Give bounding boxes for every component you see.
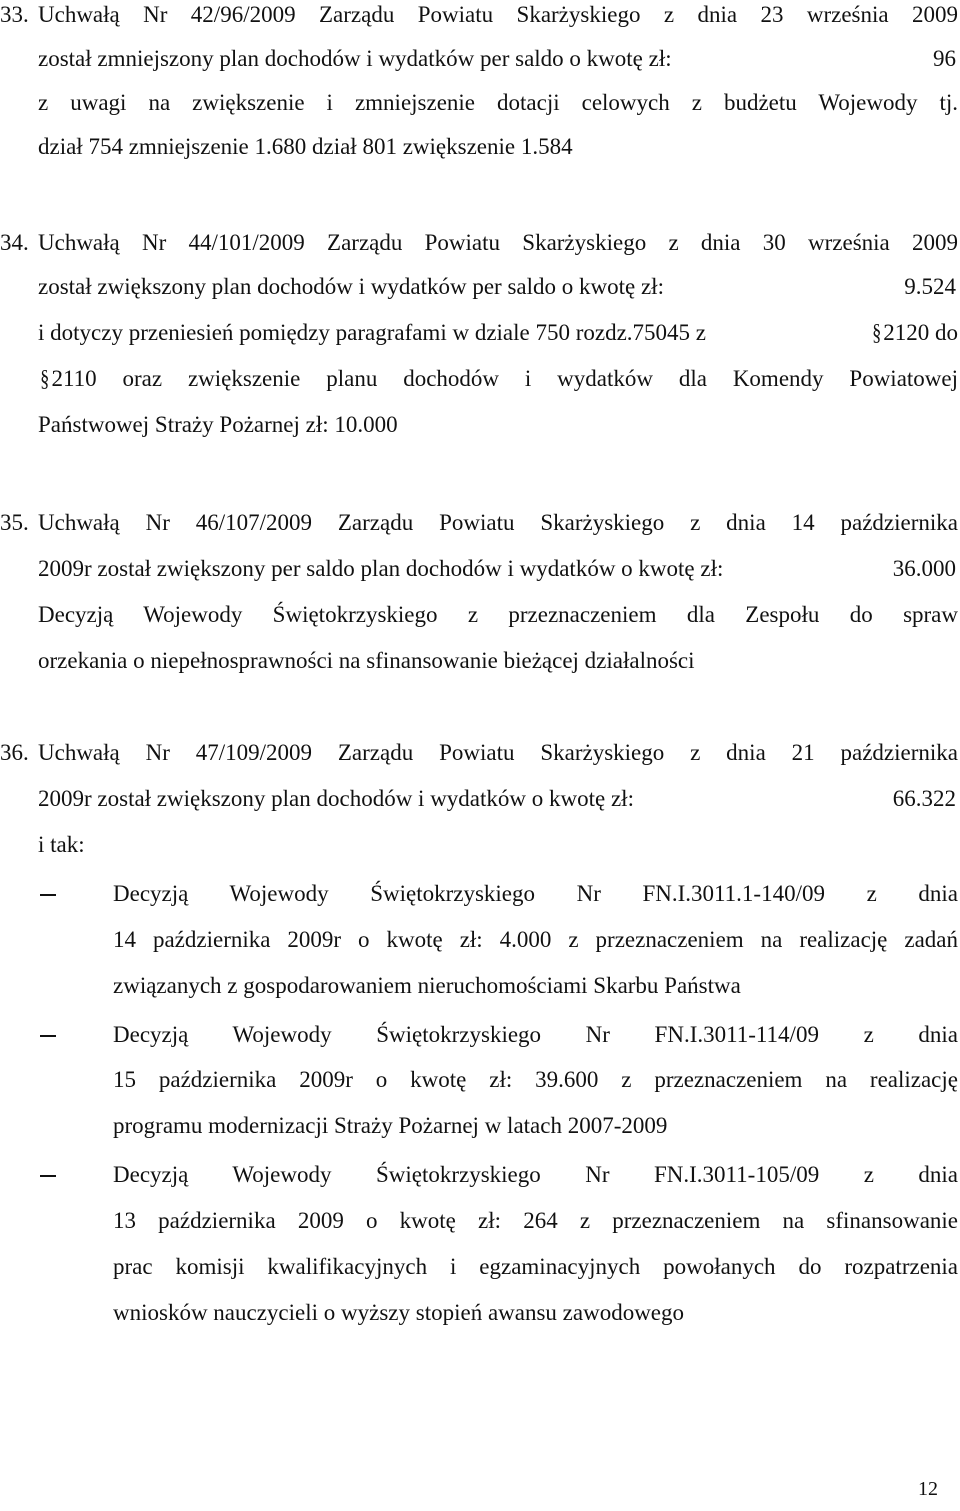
item-34-line-3-tail: [870, 318, 958, 348]
item-34-amount: 9.524: [904, 274, 956, 299]
bullet-1-line-1: Decyzją Wojewody Świętokrzyskiego Nr FN.I.3011.1-140/09 z dnia: [113, 881, 958, 906]
item-36-number: 36.: [0, 740, 29, 765]
item-35-line-1: Uchwałą Nr 46/107/2009 Zarządu Powiatu Skarżyskiego z dnia 14 października: [38, 510, 958, 535]
item-35-amount: 36.000: [892, 556, 956, 581]
item-36-amount: 66.322: [892, 786, 956, 811]
bullet-1-line-3: związanych z gospodarowaniem nieruchomościami Skarbu Państwa: [113, 973, 741, 998]
item-34-line-1: Uchwałą Nr 44/101/2009 Zarządu Powiatu Skarżyskiego z dnia 30 września 2009: [38, 230, 958, 255]
item-33-line-1: Uchwałą Nr 42/96/2009 Zarządu Powiatu Skarżyskiego z dnia 23 września 2009: [38, 2, 958, 27]
item-34-line-2: został zwiększony plan dochodów i wydatków per saldo o kwotę zł:: [38, 274, 664, 299]
item-36-line-1: Uchwałą Nr 47/109/2009 Zarządu Powiatu Skarżyskiego z dnia 21 października: [38, 740, 958, 765]
bullet-3-line-3: prac komisji kwalifikacyjnych i egzaminacyjnych powołanych do rozpatrzenia: [113, 1254, 958, 1279]
section-sign: §: [40, 366, 50, 391]
item-34-line-5: Państwowej Straży Pożarnej zł: 10.000: [38, 412, 398, 437]
bullet-3-line-4: wniosków nauczycieli o wyższy stopień awansu zawodowego: [113, 1300, 685, 1325]
item-34-line-4: [38, 364, 958, 394]
item-35-line-3: Decyzją Wojewody Świętokrzyskiego z przeznaczeniem dla Zespołu do spraw: [38, 602, 958, 627]
bullet-2-line-2: 15 października 2009r o kwotę zł: 39.600 z przeznaczeniem na realizację: [113, 1067, 958, 1092]
item-36-line-2: 2009r został zwiększony plan dochodów i wydatków o kwotę zł:: [38, 786, 634, 811]
item-34-number: 34.: [0, 230, 29, 255]
item-33-amount: 96: [933, 46, 956, 71]
item-34-line-3-tail-text: 2120 do: [883, 320, 958, 345]
bullet-dash-icon: [40, 894, 56, 896]
item-33-number: 33.: [0, 2, 29, 27]
bullet-1-line-2: 14 października 2009r o kwotę zł: 4.000 z przeznaczeniem na realizację zadań: [113, 927, 958, 952]
item-34-line-3-text: i dotyczy przeniesień pomiędzy paragrafami w dziale 750 rozdz.75045 z: [38, 320, 707, 345]
bullet-3-line-2: 13 października 2009 o kwotę zł: 264 z przeznaczeniem na sfinansowanie: [113, 1208, 958, 1233]
item-35-line-2: 2009r został zwiększony per saldo plan dochodów i wydatków o kwotę zł:: [38, 556, 724, 581]
item-34-line-3: [38, 318, 958, 348]
item-33-line-2: został zmniejszony plan dochodów i wydatków per saldo o kwotę zł:: [38, 46, 672, 71]
item-35-number: 35.: [0, 510, 29, 535]
item-35-line-4: orzekania o niepełnosprawności na sfinansowanie bieżącej działalności: [38, 648, 695, 673]
item-36-line-3: i tak:: [38, 832, 85, 857]
page-number: 12: [918, 1478, 938, 1500]
bullet-2-line-3: programu modernizacji Straży Pożarnej w latach 2007-2009: [113, 1113, 668, 1138]
bullet-3-line-1: Decyzją Wojewody Świętokrzyskiego Nr FN.I.3011-105/09 z dnia: [113, 1162, 958, 1187]
bullet-dash-icon: [40, 1175, 56, 1177]
item-33-line-4: dział 754 zmniejszenie 1.680 dział 801 zwiększenie 1.584: [38, 134, 573, 159]
section-sign: §: [871, 320, 882, 345]
item-34-line-4-text: 2110 oraz zwiększenie planu dochodów i wydatków dla Komendy Powiatowej: [51, 366, 958, 391]
bullet-dash-icon: [40, 1035, 56, 1037]
bullet-2-line-1: Decyzją Wojewody Świętokrzyskiego Nr FN.I.3011-114/09 z dnia: [113, 1022, 958, 1047]
item-33-line-3: z uwagi na zwiększenie i zmniejszenie dotacji celowych z budżetu Wojewody tj.: [38, 90, 958, 115]
